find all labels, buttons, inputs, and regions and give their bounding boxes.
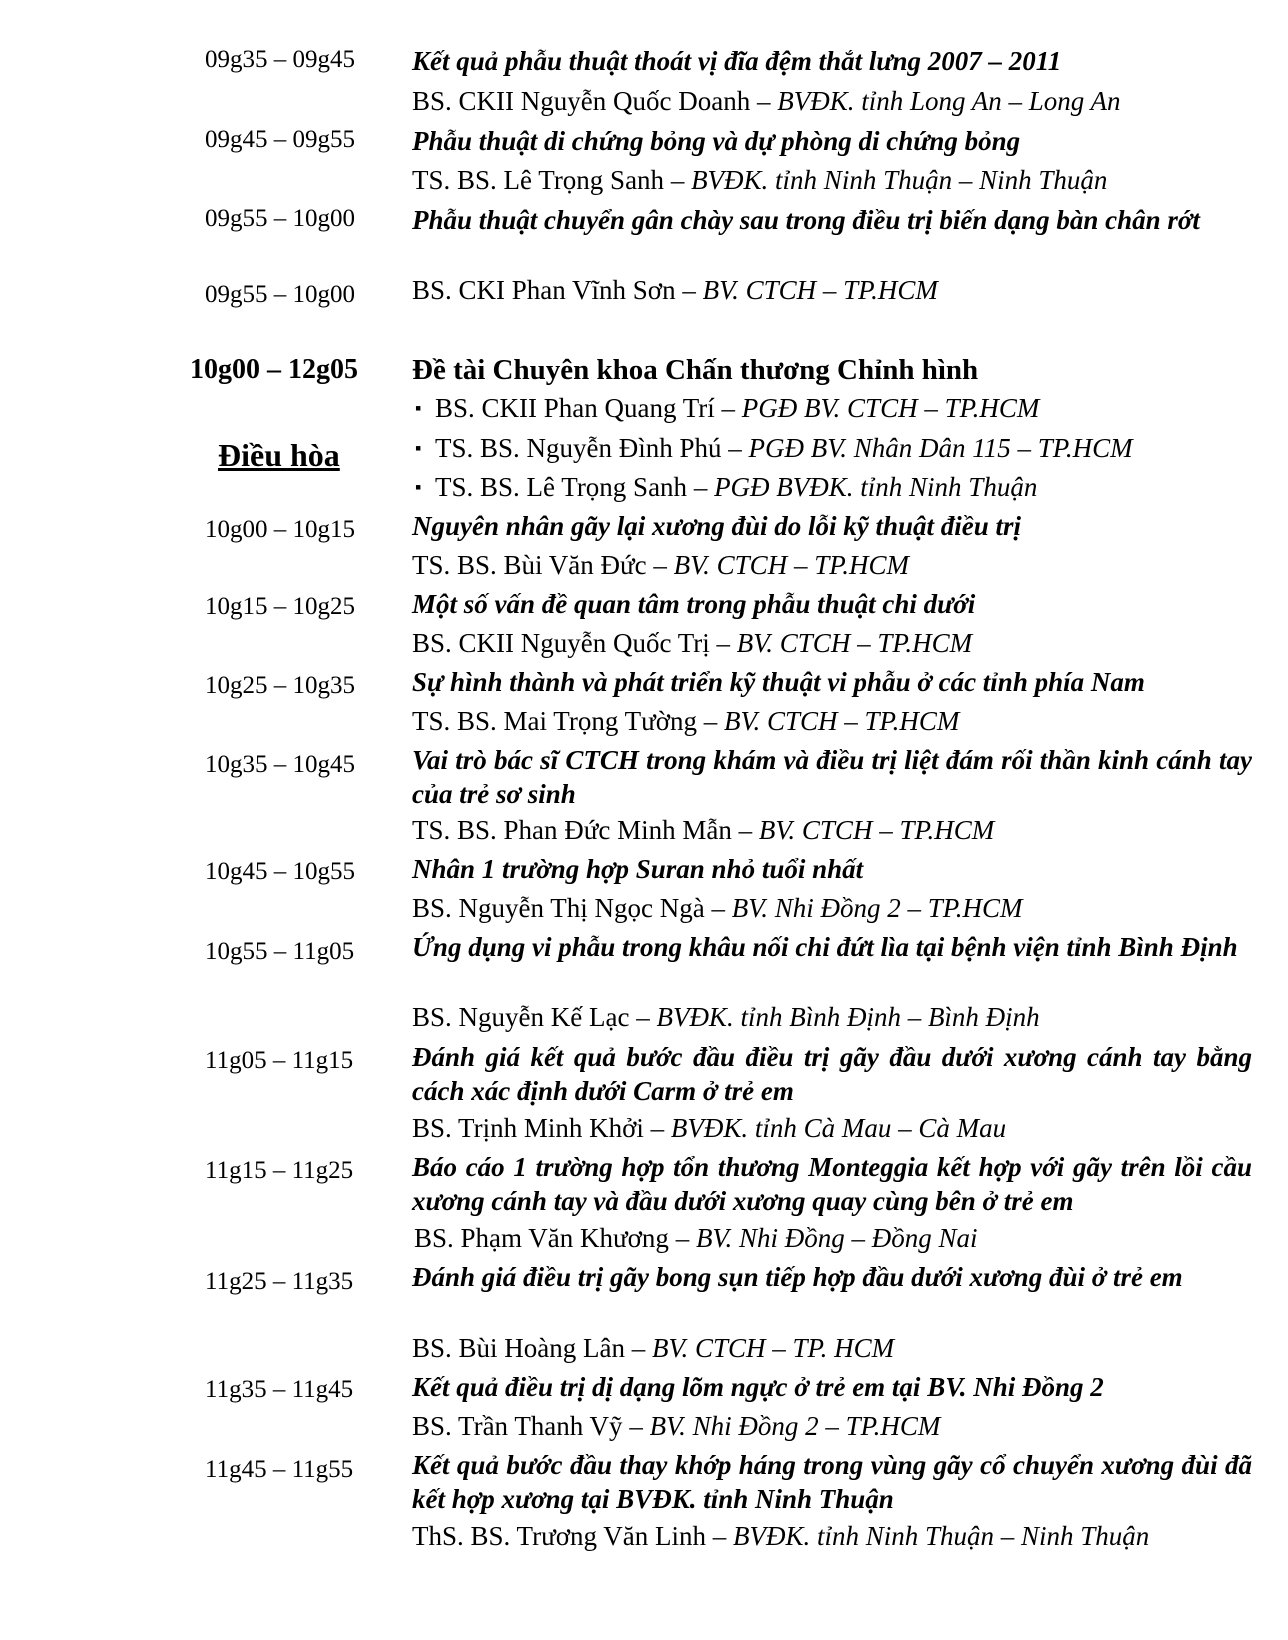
chair-affiliation: – PGĐ BVĐK. tỉnh Ninh Thuận: [687, 472, 1038, 502]
speaker-affiliation: – BV. CTCH – TP.HCM: [646, 550, 909, 580]
chair-affiliation: – PGĐ BV. CTCH – TP.HCM: [714, 393, 1040, 423]
speaker-name: BS. CKI Phan Vĩnh Sơn: [412, 275, 676, 305]
speaker-name: TS. BS. Bùi Văn Đức: [412, 550, 647, 580]
speaker-affiliation: – BVĐK. tỉnh Long An – Long An: [750, 86, 1121, 116]
talk-time: 09g55 – 10g00: [205, 205, 355, 232]
speaker-affiliation: – BV. Nhi Đồng 2 – TP.HCM: [622, 1411, 941, 1441]
speaker-affiliation: – BVĐK. tỉnh Ninh Thuận – Ninh Thuận: [664, 165, 1108, 195]
speaker-name: BS. CKII Nguyễn Quốc Trị: [412, 628, 710, 658]
talk-title: Phẫu thuật di chứng bỏng và dự phòng di chứng bỏng: [412, 126, 1021, 156]
talk-time: 09g45 – 09g55: [205, 126, 355, 153]
chair-item: [415, 391, 1275, 425]
talk-time: 10g35 – 10g45: [205, 751, 355, 778]
talk-title: Sự hình thành và phát triển kỹ thuật vi phẫu ở các tỉnh phía Nam: [412, 667, 1145, 697]
chair-name: TS. BS. Nguyễn Đình Phú: [435, 433, 722, 463]
bullet-icon: ▪: [415, 477, 422, 497]
talk-title: Phẫu thuật chuyển gân chày sau trong điều trị biến dạng bàn chân rớt: [412, 205, 1200, 235]
speaker-name: BS. Trịnh Minh Khởi: [412, 1113, 644, 1143]
speaker-affiliation: – BV. CTCH – TP.HCM: [709, 628, 973, 658]
talk-time: 11g15 – 11g25: [205, 1157, 354, 1184]
talk-time: 09g35 – 09g45: [205, 46, 355, 73]
talk-time: 09g55 – 10g00: [205, 281, 355, 308]
speaker-affiliation: – BV. CTCH – TP.HCM: [675, 275, 938, 305]
session-title: Đề tài Chuyên khoa Chấn thương Chỉnh hình: [412, 354, 979, 386]
session-time: 10g00 – 12g05: [190, 354, 358, 385]
speaker-name: BS. Nguyễn Kế Lạc: [412, 1002, 630, 1032]
talk-speaker: [412, 891, 1272, 925]
speaker-name: ThS. BS. Trương Văn Linh: [412, 1521, 706, 1551]
chair-name: BS. CKII Phan Quang Trí: [435, 393, 715, 423]
speaker-name: BS. Phạm Văn Khương: [414, 1223, 669, 1253]
talk-title: Đánh giá kết quả bước đầu điều trị gãy đầu dưới xương cánh tay bằng cách xác định dưới Carm ở trẻ em: [412, 1042, 1252, 1106]
speaker-affiliation: – BV. CTCH – TP.HCM: [697, 706, 960, 736]
chair-affiliation: – PGĐ BV. Nhân Dân 115 – TP.HCM: [721, 433, 1133, 463]
talk-title: Một số vấn đề quan tâm trong phẫu thuật chi dưới: [412, 589, 976, 619]
talk-title: Vai trò bác sĩ CTCH trong khám và điều trị liệt đám rối thần kinh cánh tay của trẻ sơ sinh: [412, 745, 1252, 809]
talk-title: Nguyên nhân gãy lại xương đùi do lỗi kỹ thuật điều trị: [412, 511, 1022, 541]
speaker-affiliation: – BVĐK. tỉnh Cà Mau – Cà Mau: [643, 1113, 1007, 1143]
speaker-name: BS. Trần Thanh Vỹ: [412, 1411, 623, 1441]
speaker-name: TS. BS. Lê Trọng Sanh: [412, 165, 665, 195]
chair-label: Điều hòa: [218, 437, 340, 473]
talk-time: 11g45 – 11g55: [205, 1456, 354, 1483]
speaker-affiliation: – BV. CTCH – TP. HCM: [625, 1333, 895, 1363]
talk-speaker: [412, 1000, 1272, 1034]
speaker-name: BS. CKII Nguyễn Quốc Doanh: [412, 86, 751, 116]
talk-time: 11g35 – 11g45: [205, 1376, 354, 1403]
talk-time: 10g25 – 10g35: [205, 672, 355, 699]
talk-speaker: [412, 1409, 1272, 1443]
speaker-affiliation: – BVĐK. tỉnh Bình Định – Bình Định: [629, 1002, 1040, 1032]
talk-title: Báo cáo 1 trường hợp tổn thương Monteggia kết hợp với gãy trên lồi cầu xương cánh tay và đầu dưới xương quay cùng bên ở trẻ em: [412, 1152, 1252, 1216]
talk-title: Kết quả điều trị dị dạng lõm ngực ở trẻ em tại BV. Nhi Đồng 2: [412, 1372, 1104, 1402]
talk-speaker: [412, 273, 1272, 307]
bullet-icon: ▪: [415, 398, 422, 418]
chair-item: [415, 431, 1275, 465]
talk-speaker: [412, 626, 1272, 660]
talk-title: Kết quả phẫu thuật thoát vị đĩa đệm thắt lưng 2007 – 2011: [412, 46, 1062, 76]
talk-speaker: [412, 704, 1272, 738]
talk-speaker: [412, 1331, 1272, 1365]
speaker-affiliation: – BVĐK. tỉnh Ninh Thuận – Ninh Thuận: [705, 1521, 1150, 1551]
speaker-name: TS. BS. Mai Trọng Tường: [412, 706, 697, 736]
talk-speaker: [412, 548, 1272, 582]
talk-time: 10g15 – 10g25: [205, 593, 355, 620]
talk-title: Nhân 1 trường hợp Suran nhỏ tuổi nhất: [412, 854, 864, 884]
talk-time: 11g25 – 11g35: [205, 1268, 354, 1295]
talk-speaker: [414, 1221, 1274, 1255]
speaker-affiliation: – BV. Nhi Đồng – Đồng Nai: [668, 1223, 978, 1253]
talk-time: 10g00 – 10g15: [205, 516, 355, 543]
talk-title: Đánh giá điều trị gãy bong sụn tiếp hợp đầu dưới xương đùi ở trẻ em: [412, 1262, 1183, 1292]
bullet-icon: ▪: [415, 438, 422, 458]
talk-title: Kết quả bước đầu thay khớp háng trong vùng gãy cổ chuyển xương đùi đã kết hợp xương tại BVĐK. tỉnh Ninh Thuận: [412, 1450, 1252, 1514]
talk-speaker: [412, 1519, 1272, 1553]
speaker-name: BS. Nguyễn Thị Ngọc Ngà: [412, 893, 705, 923]
talk-time: 10g45 – 10g55: [205, 858, 355, 885]
speaker-name: BS. Bùi Hoàng Lân: [412, 1333, 625, 1363]
chair-name: TS. BS. Lê Trọng Sanh: [435, 472, 688, 502]
talk-time: 10g55 – 11g05: [205, 938, 355, 965]
talk-time: 11g05 – 11g15: [205, 1047, 354, 1074]
speaker-affiliation: – BV. CTCH – TP.HCM: [731, 815, 995, 845]
speaker-name: TS. BS. Phan Đức Minh Mẫn: [412, 815, 732, 845]
talk-speaker: [412, 813, 1272, 847]
talk-title: Ứng dụng vi phẫu trong khâu nối chi đứt lìa tại bệnh viện tỉnh Bình Định: [412, 932, 1238, 962]
talk-speaker: [412, 163, 1272, 197]
talk-speaker: [412, 84, 1272, 118]
talk-speaker: [412, 1111, 1272, 1145]
speaker-affiliation: – BV. Nhi Đồng 2 – TP.HCM: [704, 893, 1023, 923]
chair-item: [415, 470, 1275, 504]
